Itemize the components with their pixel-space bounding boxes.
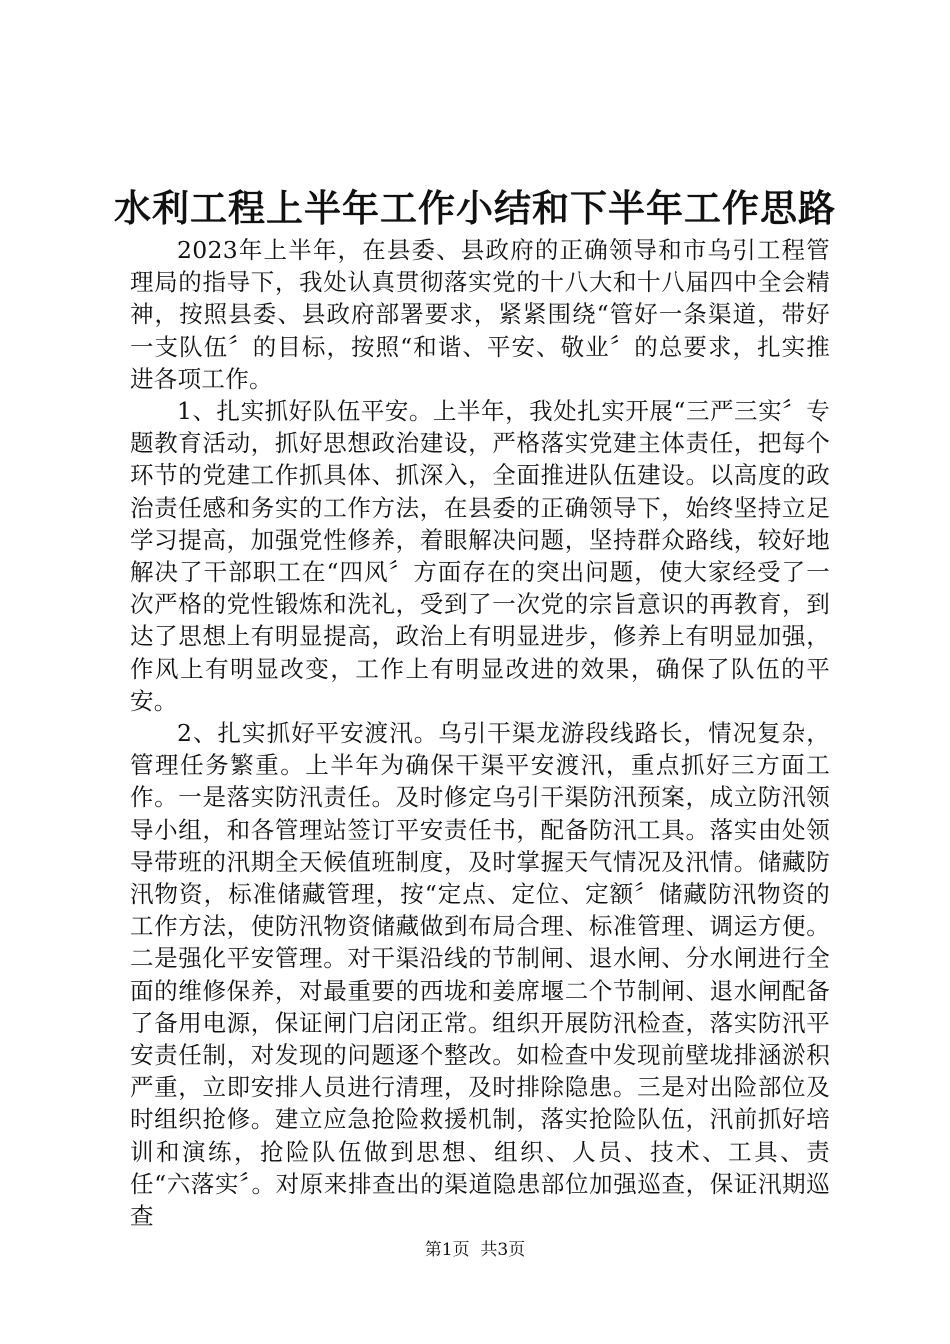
document-body xyxy=(130,234,830,1232)
paragraph-flood-safety: 2、扎实抓好平安渡汛。乌引干渠龙游段线路长，情况复杂，管理任务繁重。上半年为确保干渠平安渡汛，重点抓好三方面工作。一是落实防汛责任。及时修定乌引干渠防汛预案，成立防汛领导小组，和各管理站签订平安责任书，配备防汛工具。落实由处领导带班的汛期全天候值班制度，及时掌握天气情况及汛情。储藏防汛物资，标准储藏管理，按“定点、定位、定额〞储藏防汛物资的工作方法，使防汛物资储藏做到布局合理、标准管理、调运方便。二是强化平安管理。对干渠沿线的节制闸、退水闸、分水闸进行全面的维修保养，对最重要的西垅和姜席堰二个节制闸、退水闸配备了备用电源，保证闸门启闭正常。组织开展防汛检查，落实防汛平安责任制，对发现的问题逐个整改。如检查中发现前壁垅排涵淤积严重，立即安排人员进行清理，及时排除隐患。三是对出险部位及时组织抢修。建立应急抢险救援机制，落实抢险队伍，汛前抓好培训和演练，抢险队伍做到思想、组织、人员、技术、工具、责任“六落实〞。对原来排查出的渠道隐患部位加强巡查，保证汛期巡查 xyxy=(130,719,830,1231)
document-title: 水利工程上半年工作小结和下半年工作思路 xyxy=(114,186,836,230)
page-number: 第1页 xyxy=(424,1240,470,1260)
paragraph-intro: 2023年上半年，在县委、县政府的正确领导和市乌引工程管理局的指导下，我处认真贯彻落实党的十八大和十八届四中全会精神，按照县委、县政府部署要求，紧紧围绕“管好一条渠道，带好一支队伍〞的目标，按照“和谐、平安、敬业〞的总要求，扎实推进各项工作。 xyxy=(130,236,830,393)
page-footer xyxy=(0,1238,950,1262)
page-total: 共3页 xyxy=(480,1240,526,1260)
paragraph-team-safety: 1、扎实抓好队伍平安。上半年，我处扎实开展“三严三实〞专题教育活动，抓好思想政治建设，严格落实党建主体责任，把每个环节的党建工作抓具体、抓深入，全面推进队伍建设。以高度的政治责任感和务实的工作方法，在县委的正确领导下，始终坚持立足学习提高，加强党性修养，着眼解决问题，坚持群众路线，较好地解决了干部职工在“四风〞方面存在的突出问题，使大家经受了一次严格的党性锻炼和洗礼，受到了一次党的宗旨意识的再教育，到达了思想上有明显提高，政治上有明显进步，修养上有明显加强，作风上有明显改变，工作上有明显改进的效果，确保了队伍的平安。 xyxy=(130,397,830,715)
